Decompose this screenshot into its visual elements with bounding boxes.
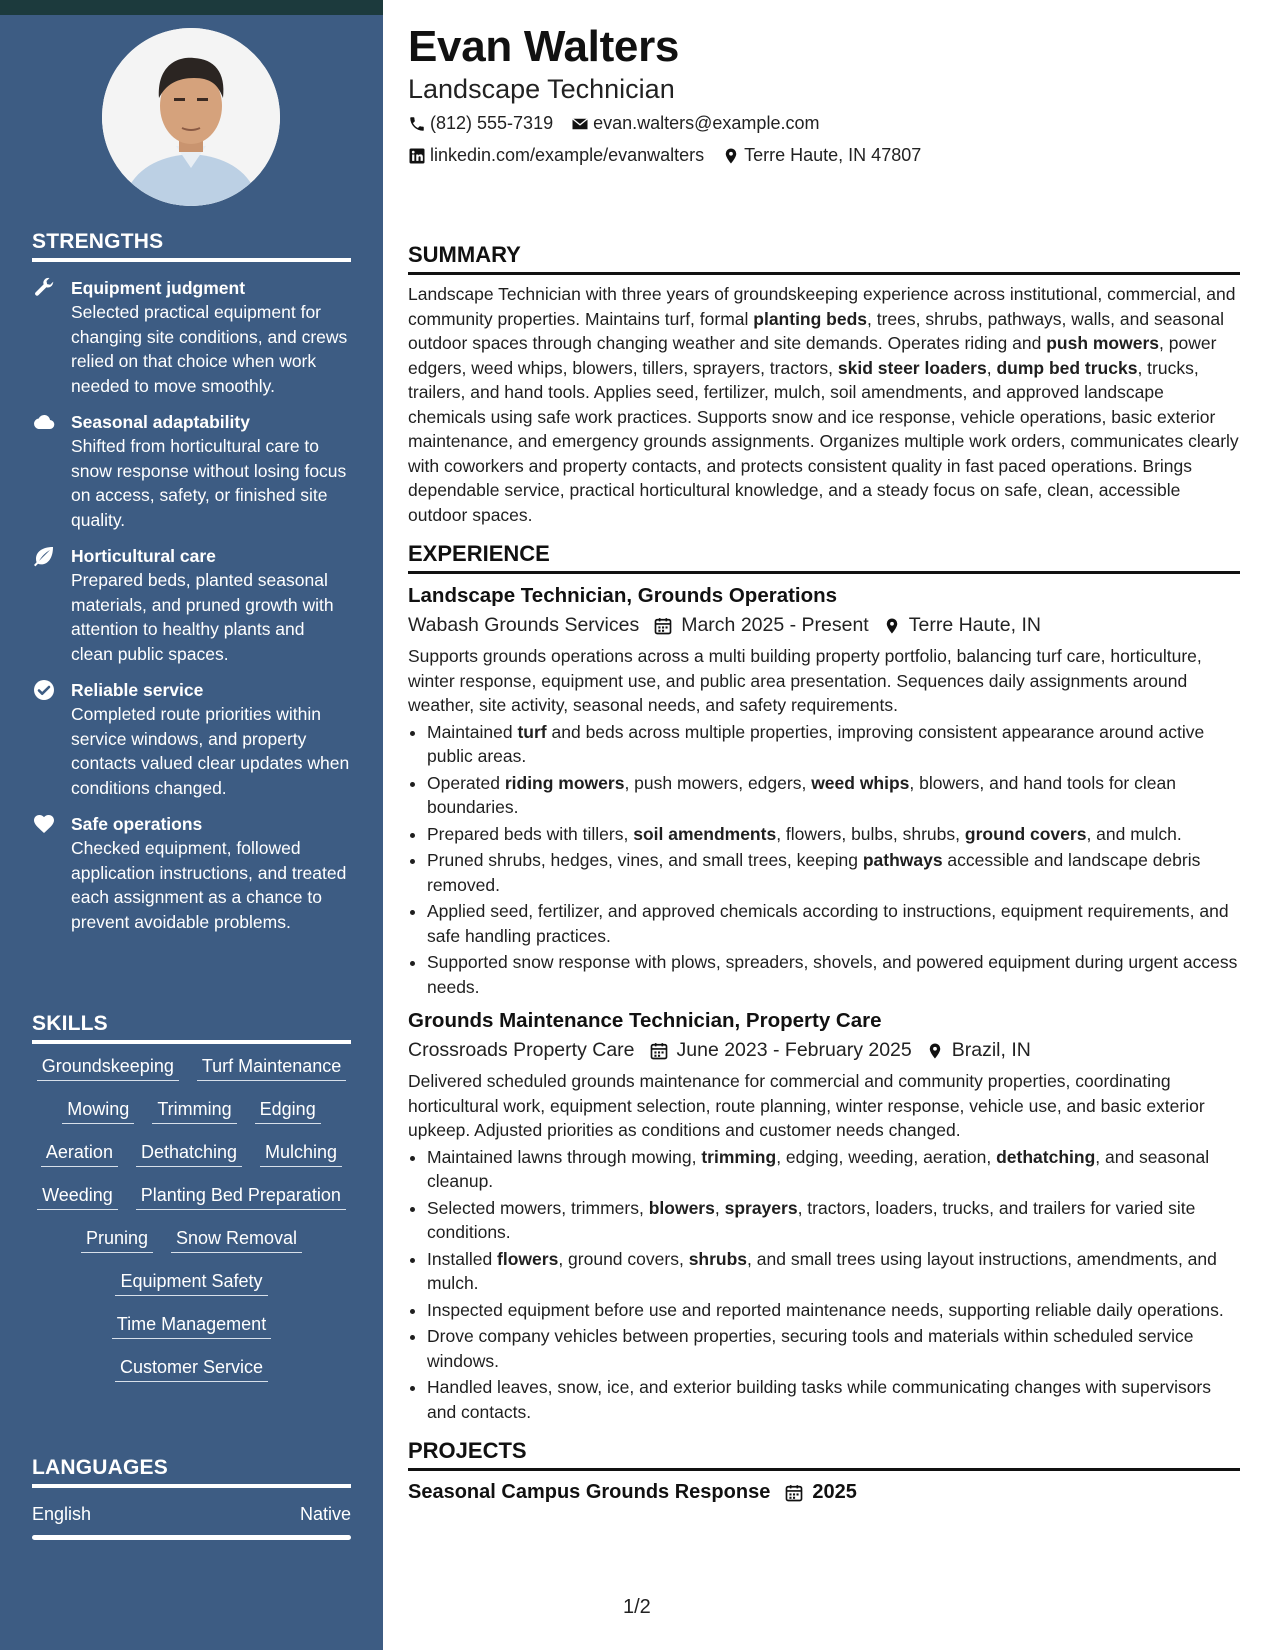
contact-row-2 <box>408 145 939 166</box>
job-dates-text: June 2023 - February 2025 <box>676 1039 912 1061</box>
wrench-icon <box>32 276 56 300</box>
skill-tag: Time Management <box>112 1312 271 1339</box>
location-contact <box>722 145 921 166</box>
phone-number: (812) 555-7319 <box>430 113 554 133</box>
profile-photo <box>102 28 280 206</box>
project-entry <box>408 1481 1240 1504</box>
skills-heading: SKILLS <box>32 1012 351 1044</box>
job-bullets <box>408 720 1240 1000</box>
skill-tag: Pruning <box>81 1226 153 1253</box>
calendar-icon <box>784 1483 804 1503</box>
job-bullet: • Drove company vehicles between properties, securing tools and materials within scheduled service windows. <box>427 1324 1240 1373</box>
strength-description: Selected practical equipment for changing site conditions, and crews relied on that choice when work needed to move smoothly. <box>71 302 348 396</box>
job-bullet: • Handled leaves, snow, ice, and exterior building tasks while communicating changes with supervisors and contacts. <box>427 1375 1240 1424</box>
calendar-icon <box>653 616 673 636</box>
skill-tag: Snow Removal <box>171 1226 302 1253</box>
job-dates <box>653 614 869 637</box>
email-contact[interactable] <box>571 113 819 134</box>
phone-icon <box>408 115 426 133</box>
job-bullet: • Maintained lawns through mowing, trimming, edging, weeding, aeration, dethatching, and seasonal cleanup. <box>427 1145 1240 1194</box>
projects-heading: PROJECTS <box>408 1438 1240 1471</box>
job-entry <box>408 584 1240 999</box>
sidebar <box>0 0 383 1650</box>
strength-item <box>32 276 351 398</box>
skill-tag: Mowing <box>62 1097 134 1124</box>
skills-section <box>32 1012 351 1382</box>
strength-item <box>32 678 351 800</box>
leaf-icon <box>32 544 56 568</box>
strength-description: Completed route priorities within service windows, and property contacts valued clear updates when conditions changed. <box>71 704 350 798</box>
sidebar-top-band <box>0 0 383 15</box>
map-pin-icon <box>883 616 901 636</box>
job-meta <box>408 1039 1240 1062</box>
job-description: Delivered scheduled grounds maintenance for commercial and community properties, coordinating horticultural work, equipment selection, route planning, winter response, vehicle use, and basic exterior upkeep. Adjusted priorities as conditions and customer needs changed. <box>408 1071 1205 1140</box>
languages-heading: LANGUAGES <box>32 1456 351 1488</box>
strength-description: Prepared beds, planted seasonal materials, and pruned growth with attention to healthy plants and clean public spaces. <box>71 570 334 664</box>
contact-row-1 <box>408 113 837 134</box>
project-title: Seasonal Campus Grounds Response <box>408 1481 771 1503</box>
skills-list <box>32 1054 351 1382</box>
job-location <box>926 1039 1031 1062</box>
strength-description: Shifted from horticultural care to snow response without losing focus on access, safety, or finished site quality. <box>71 436 347 530</box>
page-number: 1/2 <box>623 1596 651 1618</box>
strength-title: Equipment judgment <box>71 278 246 298</box>
job-bullet: • Applied seed, fertilizer, and approved chemicals according to instructions, equipment requirements, and safe handling practices. <box>427 899 1240 948</box>
job-meta <box>408 614 1240 637</box>
job-bullet: • Prepared beds with tillers, soil amendments, flowers, bulbs, shrubs, ground covers, and mulch. <box>427 822 1240 847</box>
envelope-icon <box>571 115 589 133</box>
strength-title: Reliable service <box>71 680 204 700</box>
candidate-name: Evan Walters <box>408 22 680 71</box>
language-level: Native <box>299 1504 351 1524</box>
job-company: Wabash Grounds Services <box>408 614 640 636</box>
job-bullet: • Installed flowers, ground covers, shrubs, and small trees using layout instructions, amendments, and mulch. <box>427 1247 1240 1296</box>
map-pin-icon <box>722 147 740 165</box>
summary-text: Landscape Technician with three years of groundskeeping experience across institutional, commercial, and community properties. Maintains turf, formal planting beds, trees, shrubs, pathways, walls, and seasonal outdoor spaces through changing weather and site demands. Operates riding and push mowers, power edgers, weed whips, blowers, tillers, sprayers, tractors, skid steer loaders, dump bed trucks, trucks, trailers, and hand tools. Applies seed, fertilizer, mulch, soil amendments, and approved landscape chemicals using safe work practices. Supports snow and ice response, vehicle operations, basic exterior maintenance, and emergency grounds assignments. Organizes multiple work orders, communicates clearly with coworkers and property contacts, and protects consistent quality in fast paced operations. Brings dependable service, practical horticultural knowledge, and a steady focus on safe, clean, accessible outdoor spaces. <box>408 284 1239 525</box>
check-circle-icon <box>32 678 56 702</box>
linkedin-url[interactable]: linkedin.com/example/evanwalters <box>430 145 705 165</box>
language-proficiency-bar <box>32 1535 351 1540</box>
skill-tag: Edging <box>255 1097 321 1124</box>
phone-contact <box>408 113 553 134</box>
languages-section <box>32 1456 351 1540</box>
job-dates-text: March 2025 - Present <box>681 614 869 636</box>
strengths-section <box>32 230 351 934</box>
strength-title: Horticultural care <box>71 546 216 566</box>
language-row <box>32 1504 351 1525</box>
job-bullets <box>408 1145 1240 1425</box>
candidate-title: Landscape Technician <box>408 74 675 104</box>
skill-tag: Mulching <box>260 1140 342 1167</box>
job-bullet: • Maintained turf and beds across multiple properties, improving consistent appearance around active public areas. <box>427 720 1240 769</box>
skill-tag: Aeration <box>41 1140 118 1167</box>
job-bullet: • Operated riding mowers, push mowers, edgers, weed whips, blowers, and hand tools for clean boundaries. <box>427 771 1240 820</box>
summary-section <box>408 242 1240 527</box>
job-entry <box>408 1009 1240 1424</box>
job-bullet: • Pruned shrubs, hedges, vines, and small trees, keeping pathways accessible and landscape debris removed. <box>427 848 1240 897</box>
heart-icon <box>32 812 56 836</box>
experience-heading: EXPERIENCE <box>408 541 1240 574</box>
strength-title: Seasonal adaptability <box>71 412 250 432</box>
skill-tag: Groundskeeping <box>37 1054 179 1081</box>
job-company: Crossroads Property Care <box>408 1039 635 1061</box>
strength-description: Checked equipment, followed application instructions, and treated each assignment as a chance to prevent avoidable problems. <box>71 838 347 932</box>
job-location-text: Brazil, IN <box>951 1039 1031 1061</box>
cloud-icon <box>32 410 56 434</box>
job-bullet: • Supported snow response with plows, spreaders, shovels, and powered equipment during urgent access needs. <box>427 950 1240 999</box>
job-title: Grounds Maintenance Technician, Property Care <box>408 1009 882 1032</box>
body-sections <box>408 242 1240 1504</box>
skill-tag: Equipment Safety <box>115 1269 267 1296</box>
language-name: English <box>32 1504 92 1524</box>
skill-tag: Dethatching <box>136 1140 242 1167</box>
strength-item <box>32 410 351 532</box>
location-text: Terre Haute, IN 47807 <box>744 145 922 165</box>
calendar-icon <box>649 1041 669 1061</box>
map-pin-icon <box>926 1041 944 1061</box>
job-bullet: • Selected mowers, trimmers, blowers, sprayers, tractors, loaders, trucks, and trailers for varied site conditions. <box>427 1196 1240 1245</box>
linkedin-icon <box>408 147 426 165</box>
strength-title: Safe operations <box>71 814 203 834</box>
skill-tag: Trimming <box>152 1097 236 1124</box>
strengths-heading: STRENGTHS <box>32 230 351 262</box>
job-location <box>883 614 1041 637</box>
skill-tag: Customer Service <box>115 1355 268 1382</box>
email-address[interactable]: evan.walters@example.com <box>593 113 820 133</box>
linkedin-contact[interactable] <box>408 145 704 166</box>
project-year: 2025 <box>812 1481 857 1503</box>
experience-section <box>408 541 1240 1424</box>
skill-tag: Planting Bed Preparation <box>136 1183 346 1210</box>
job-bullet: • Inspected equipment before use and reported maintenance needs, supporting reliable daily operations. <box>427 1298 1240 1323</box>
strength-item <box>32 812 351 934</box>
job-title: Landscape Technician, Grounds Operations <box>408 584 838 607</box>
job-description: Supports grounds operations across a multi building property portfolio, balancing turf care, horticulture, winter response, equipment use, and public area presentation. Sequences daily assignments around weather, site activity, seasonal needs, and safety requirements. <box>408 646 1202 715</box>
projects-section <box>408 1438 1240 1504</box>
summary-heading: SUMMARY <box>408 242 1240 275</box>
job-dates <box>649 1039 912 1062</box>
strength-item <box>32 544 351 666</box>
skill-tag: Weeding <box>37 1183 118 1210</box>
skill-tag: Turf Maintenance <box>197 1054 346 1081</box>
job-location-text: Terre Haute, IN <box>908 614 1041 636</box>
